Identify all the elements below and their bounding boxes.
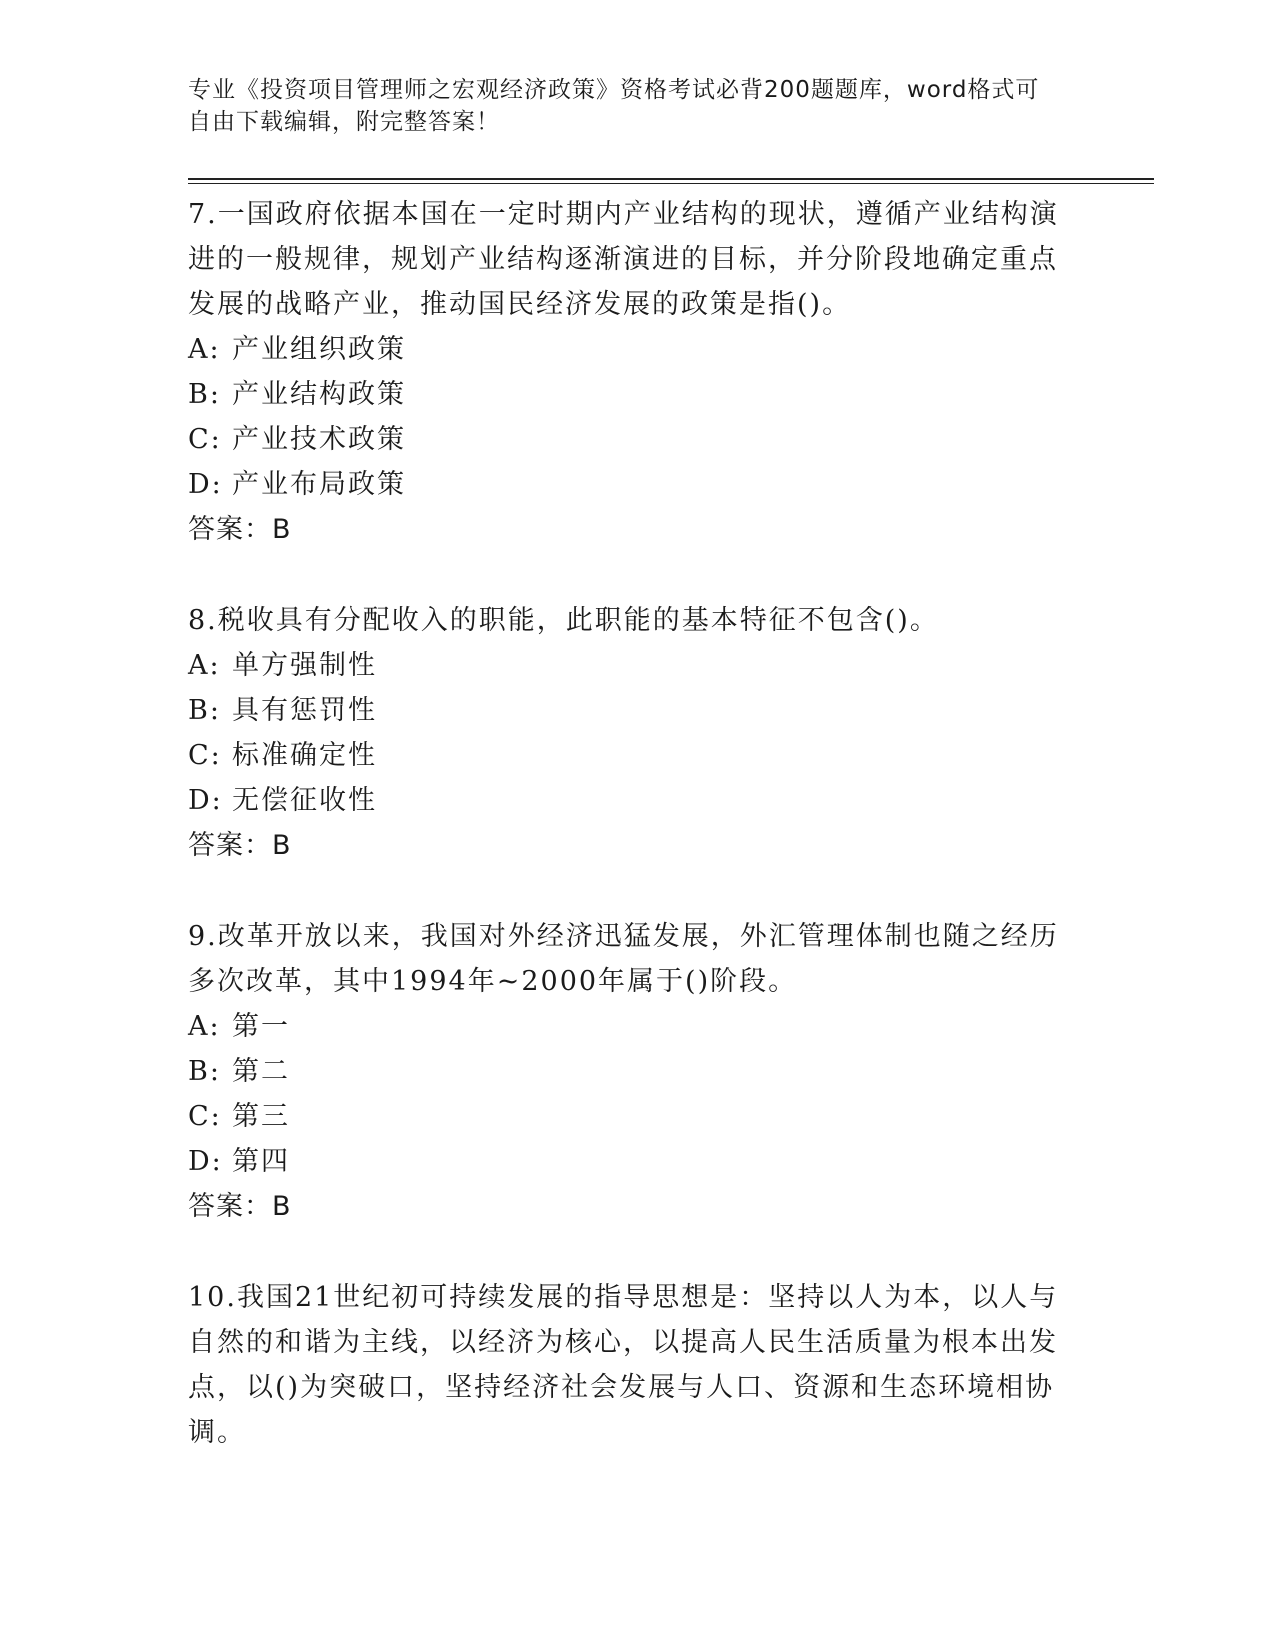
answer-text: 答案：B	[188, 514, 292, 545]
option-key: D:	[188, 785, 223, 816]
option-text: 第三	[232, 1101, 290, 1132]
question-text: 7.一国政府依据本国在一定时期内产业结构的现状，遵循产业结构演进的一般规律，规划产业结构逐渐演进的目标，并分阶段地确定重点发展的战略产业，推动国民经济发展的政策是指()。	[188, 199, 1059, 320]
option-key: C:	[188, 1101, 222, 1132]
option-text: 第一	[232, 1011, 290, 1042]
option-text: 产业组织政策	[232, 334, 406, 365]
header-divider-thick	[188, 178, 1154, 180]
option-key: D:	[188, 1146, 223, 1177]
question-item	[188, 192, 1068, 552]
option-text: 单方强制性	[232, 650, 377, 681]
question-item	[188, 598, 1068, 868]
option-key: A:	[188, 1011, 221, 1042]
option-a	[188, 327, 1068, 372]
option-key: D:	[188, 469, 223, 500]
option-text: 产业布局政策	[232, 469, 406, 500]
option-key: A:	[188, 650, 221, 681]
header-line-1: 专业《投资项目管理师之宏观经济政策》资格考试必背200题题库，word格式可	[188, 77, 1040, 103]
option-key: B:	[188, 695, 221, 726]
option-text: 具有惩罚性	[232, 695, 377, 726]
option-key: B:	[188, 1056, 221, 1087]
answer-text: 答案：B	[188, 830, 292, 861]
option-d	[188, 462, 1068, 507]
option-d	[188, 778, 1068, 823]
option-c	[188, 417, 1068, 462]
answer-text: 答案：B	[188, 1191, 292, 1222]
option-key: B:	[188, 379, 221, 410]
option-b	[188, 688, 1068, 733]
option-text: 无偿征收性	[232, 785, 377, 816]
option-key: A:	[188, 334, 221, 365]
option-d	[188, 1139, 1068, 1184]
question-text: 8.税收具有分配收入的职能，此职能的基本特征不包含()。	[188, 605, 939, 636]
option-c	[188, 1094, 1068, 1139]
option-text: 标准确定性	[232, 740, 377, 771]
option-text: 产业技术政策	[232, 424, 406, 455]
document-header	[188, 74, 1068, 138]
option-b	[188, 372, 1068, 417]
option-text: 第四	[232, 1146, 290, 1177]
option-a	[188, 643, 1068, 688]
option-b	[188, 1049, 1068, 1094]
header-divider-thin	[188, 183, 1154, 184]
question-item	[188, 1275, 1068, 1455]
option-key: C:	[188, 424, 222, 455]
option-text: 第二	[232, 1056, 290, 1087]
header-line-2: 自由下载编辑，附完整答案！	[188, 109, 500, 135]
option-a	[188, 1004, 1068, 1049]
question-list	[188, 192, 1068, 1501]
question-text: 10.我国21世纪初可持续发展的指导思想是：坚持以人为本，以人与自然的和谐为主线，以经济为核心，以提高人民生活质量为根本出发点，以()为突破口，坚持经济社会发展与人口、资源和生态环境相协调。	[188, 1282, 1059, 1448]
option-text: 产业结构政策	[232, 379, 406, 410]
question-text: 9.改革开放以来，我国对外经济迅猛发展，外汇管理体制也随之经历多次改革，其中1994年~2000年属于()阶段。	[188, 921, 1059, 997]
option-c	[188, 733, 1068, 778]
option-key: C:	[188, 740, 222, 771]
question-item	[188, 914, 1068, 1229]
